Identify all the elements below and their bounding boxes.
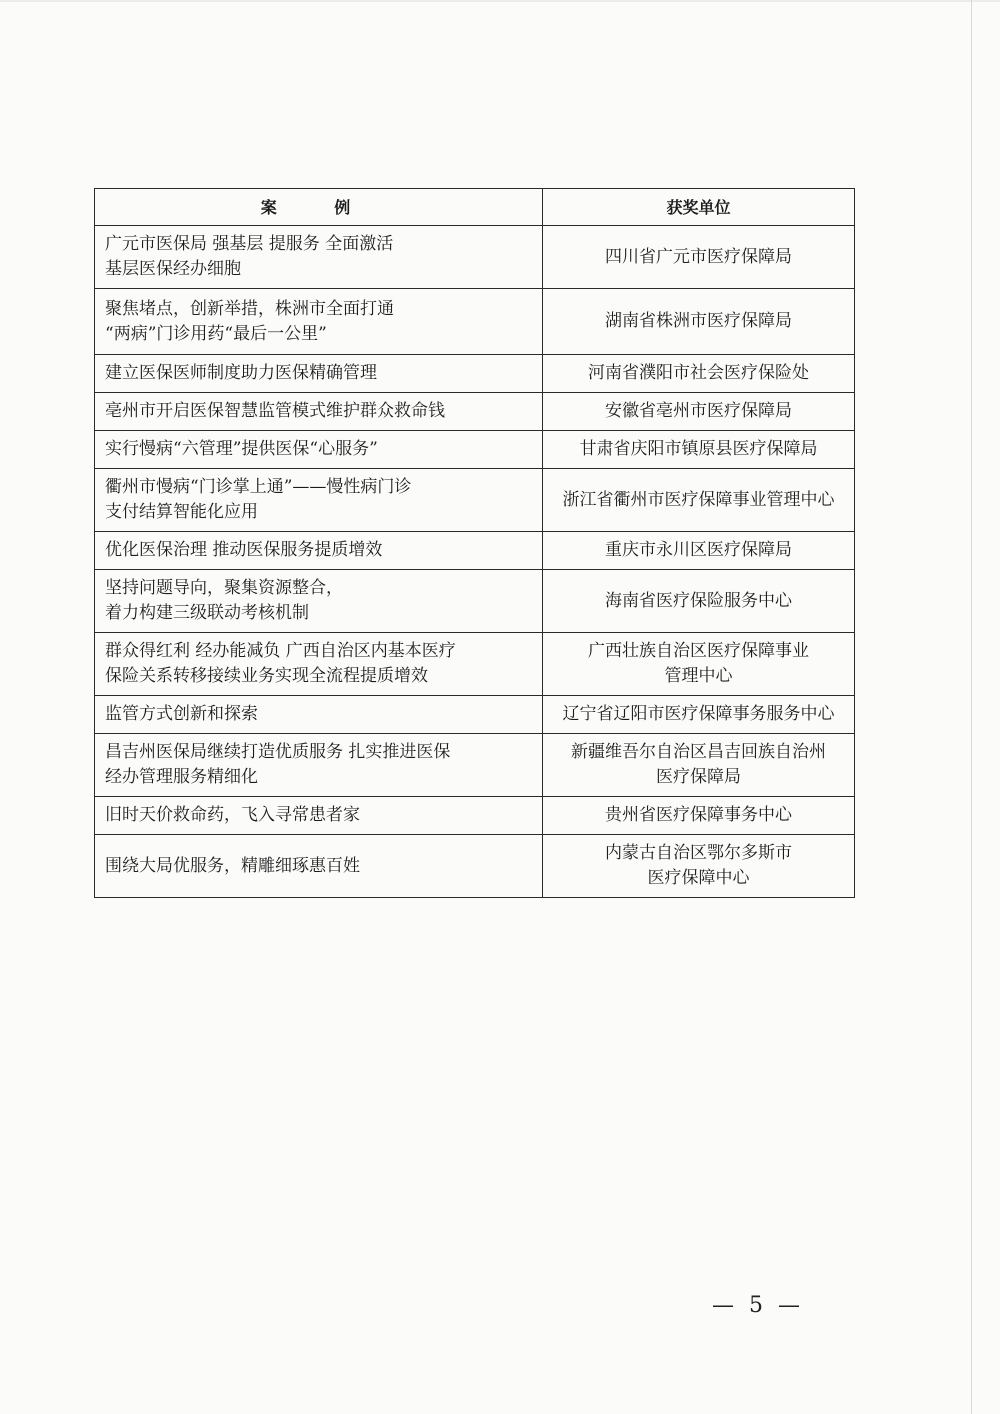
case-text-line: 支付结算智能化应用 — [105, 502, 258, 522]
column-header-case: 案 例 — [95, 189, 543, 226]
case-text-line: 聚焦堵点，创新举措，株洲市全面打通 — [105, 298, 394, 319]
column-header-award-unit: 获奖单位 — [543, 189, 855, 226]
award-unit-cell — [543, 633, 855, 696]
award-unit-text-line: 安徽省亳州市医疗保障局 — [605, 401, 792, 421]
case-cell — [95, 633, 543, 696]
table-row — [95, 633, 855, 696]
award-unit-cell — [543, 797, 855, 835]
case-cell — [95, 355, 543, 393]
award-unit-text-line: 广西壮族自治区医疗保障事业 — [588, 641, 809, 661]
award-unit-cell — [543, 431, 855, 469]
award-unit-text-line: 四川省广元市医疗保障局 — [605, 246, 792, 267]
award-unit-cell — [543, 226, 855, 289]
table-row — [95, 393, 855, 431]
case-text-line: 亳州市开启医保智慧监管模式维护群众救命钱 — [105, 401, 445, 421]
case-cell — [95, 469, 543, 532]
award-unit-cell — [543, 734, 855, 797]
case-text-line: 保险关系转移接续业务实现全流程提质增效 — [105, 666, 428, 686]
award-unit-cell — [543, 835, 855, 898]
award-unit-text-line: 浙江省衢州市医疗保障事业管理中心 — [562, 489, 835, 510]
table-row — [95, 734, 855, 797]
award-unit-text-line: 辽宁省辽阳市医疗保障事务服务中心 — [562, 704, 835, 724]
award-unit-text-line: 甘肃省庆阳市镇原县医疗保障局 — [579, 439, 818, 459]
case-cell — [95, 734, 543, 797]
page-number: — 5 — — [712, 1293, 804, 1318]
award-unit-cell — [543, 355, 855, 393]
case-text-line: 基层医保经办细胞 — [105, 259, 241, 279]
award-unit-cell — [543, 532, 855, 570]
award-unit-cell — [543, 289, 855, 355]
table-row — [95, 797, 855, 835]
table-body — [95, 226, 855, 898]
award-unit-text-line: 湖南省株洲市医疗保障局 — [605, 311, 792, 331]
case-text-line: 群众得红利 经办能减负 广西自治区内基本医疗 — [105, 641, 456, 661]
case-text-line: 广元市医保局 强基层 提服务 全面激活 — [105, 234, 394, 254]
award-unit-cell — [543, 393, 855, 431]
table-row — [95, 355, 855, 393]
table-row — [95, 431, 855, 469]
case-text-line: 实行慢病“六管理”提供医保“心服务” — [105, 439, 378, 459]
table-row — [95, 835, 855, 898]
award-unit-text-line: 河南省濮阳市社会医疗保险处 — [588, 363, 809, 383]
case-text-line: 监管方式创新和探索 — [105, 704, 258, 724]
case-text-line: 旧时天价救命药，飞入寻常患者家 — [105, 805, 360, 825]
case-cell — [95, 393, 543, 431]
scan-edge-top — [0, 0, 1000, 2]
case-cell — [95, 532, 543, 570]
award-unit-cell — [543, 696, 855, 734]
case-text-line: “两病”门诊用药“最后一公里” — [105, 323, 327, 344]
case-cell — [95, 696, 543, 734]
award-table — [94, 188, 855, 898]
case-text-line: 衢州市慢病“门诊掌上通”——慢性病门诊 — [105, 477, 412, 497]
award-unit-text-line: 海南省医疗保险服务中心 — [605, 590, 792, 611]
case-text-line: 建立医保医师制度助力医保精确管理 — [105, 363, 377, 383]
award-unit-cell — [543, 570, 855, 633]
case-cell — [95, 226, 543, 289]
table-header-row — [95, 189, 855, 226]
award-unit-text-line: 贵州省医疗保障事务中心 — [605, 805, 792, 825]
award-unit-text-line: 医疗保障中心 — [647, 868, 750, 888]
table-row — [95, 289, 855, 355]
table-row — [95, 696, 855, 734]
case-text-line: 坚持问题导向，聚集资源整合， — [105, 578, 343, 598]
case-text-line: 经办管理服务精细化 — [105, 767, 258, 787]
table-row — [95, 226, 855, 289]
award-unit-cell — [543, 469, 855, 532]
case-cell — [95, 835, 543, 898]
award-unit-text-line: 管理中心 — [664, 666, 733, 686]
case-cell — [95, 797, 543, 835]
table-row — [95, 570, 855, 633]
case-text-line: 着力构建三级联动考核机制 — [105, 603, 309, 623]
case-text-line: 昌吉州医保局继续打造优质服务 扎实推进医保 — [105, 742, 451, 762]
award-unit-text-line: 重庆市永川区医疗保障局 — [605, 540, 792, 560]
case-cell — [95, 570, 543, 633]
award-unit-text-line: 新疆维吾尔自治区昌吉回族自治州 — [571, 742, 826, 762]
table-row — [95, 469, 855, 532]
award-unit-text-line: 内蒙古自治区鄂尔多斯市 — [605, 843, 792, 863]
table-row — [95, 532, 855, 570]
case-text-line: 围绕大局优服务，精雕细琢惠百姓 — [105, 855, 360, 876]
case-cell — [95, 289, 543, 355]
case-cell — [95, 431, 543, 469]
case-text-line: 优化医保治理 推动医保服务提质增效 — [105, 540, 383, 560]
award-unit-text-line: 医疗保障局 — [656, 767, 741, 787]
scan-edge-right — [971, 0, 972, 1414]
